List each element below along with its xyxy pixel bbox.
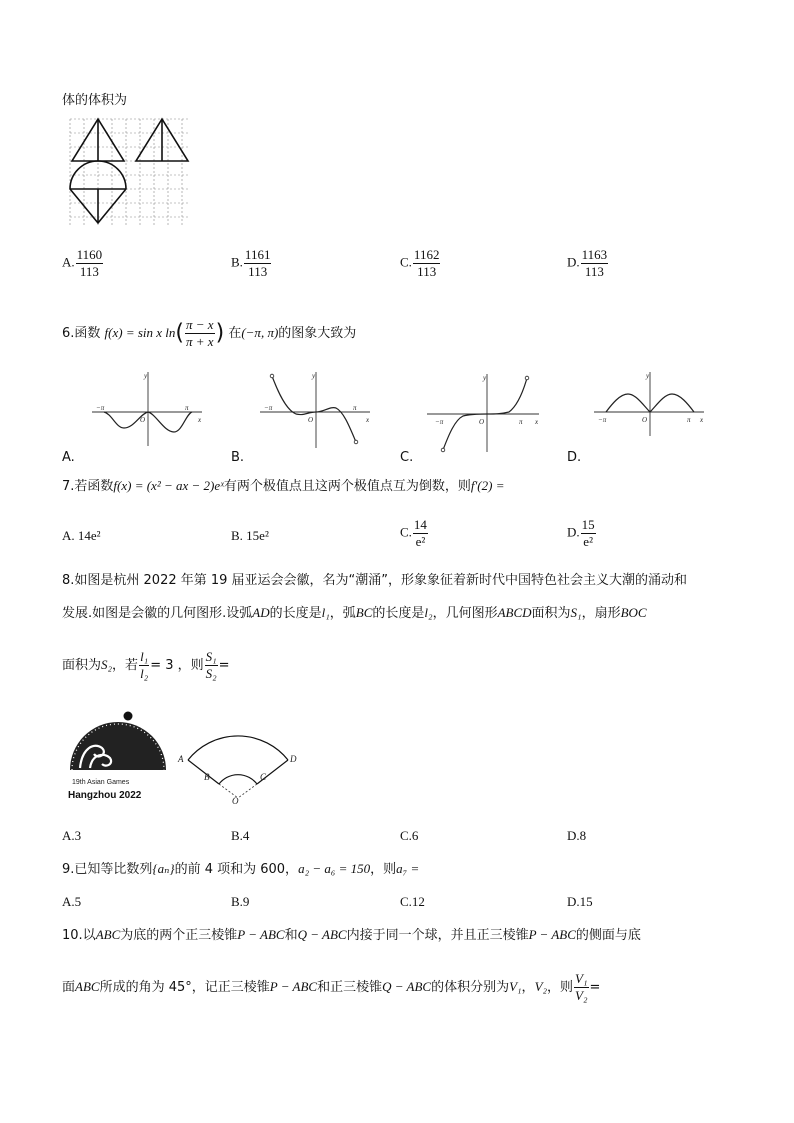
q10-line-2: 面ABC所成的角为 45°，记正三棱锥P − ABC和正三棱锥Q − ABC的体积分别为V₁，V₂，则 $\frac{\text{V₁}}{\text{V₂}}$ =	[62, 971, 601, 1003]
q8-line-1: 8.如图是杭州 2022 年第 19 届亚运会会徽，名为“潮涌”，形象象征着新时代中国特色社会主义大潮的涌动和	[62, 573, 688, 588]
sector-abcd-figure	[176, 718, 302, 804]
axis-label-o: O	[642, 416, 648, 424]
tick-pi: π	[519, 418, 523, 426]
tick-neg-pi: −π	[264, 404, 273, 412]
q8-option-c: C.6	[400, 828, 419, 843]
tick-neg-pi: −π	[598, 416, 607, 424]
q9-option-a: A.5	[62, 894, 82, 909]
axis-label-x: x	[366, 416, 370, 424]
q6-graph-d	[592, 370, 707, 440]
axis-label-x: x	[198, 416, 202, 424]
tick-pi: π	[687, 416, 691, 424]
q6-graph-c	[425, 372, 543, 456]
axis-label-y: y	[144, 372, 148, 380]
q8-line-3: 面积为S₂，若 $\frac{\text{l₁}}{\text{l₂}}$ = 3 ，则 $\frac{\text{S₁}}{\text{S₂}}$ =	[62, 649, 230, 681]
logo-text-line-2: Hangzhou 2022	[68, 790, 142, 801]
q7-option-a: A. 14e²	[62, 528, 101, 543]
q6-option-a-letter: A.	[62, 450, 75, 465]
axis-label-o: O	[308, 416, 314, 424]
front-view	[72, 119, 124, 161]
top-view	[70, 161, 126, 223]
label-a: A	[178, 754, 184, 764]
axis-label-y: y	[483, 374, 487, 382]
tick-pi: π	[185, 404, 189, 412]
label-c: C	[260, 772, 267, 782]
q7-option-c: C. $\frac{14}{\text{e²}}$	[400, 517, 427, 549]
q5-option-d: D. $\frac{1163}{113}$	[567, 247, 608, 279]
tick-neg-pi: −π	[96, 404, 105, 412]
q6-option-c-letter: C.	[400, 450, 414, 465]
logo-text-line-1: 19th Asian Games	[72, 779, 130, 786]
q6-graph-a	[90, 370, 205, 450]
asian-games-logo	[64, 708, 168, 804]
label-o: O	[232, 796, 239, 806]
axis-label-x: x	[700, 416, 704, 424]
axis-label-y: y	[646, 372, 650, 380]
axis-label-y: y	[312, 372, 316, 380]
q5-option-c: C. $\frac{1162}{113}$	[400, 247, 440, 279]
q6-option-b-letter: B.	[231, 450, 245, 465]
q8-option-d: D.8	[567, 828, 587, 843]
tick-neg-pi: −π	[435, 418, 444, 426]
tick-pi: π	[353, 404, 357, 412]
q8-option-a: A.3	[62, 828, 82, 843]
q7-option-b: B. 15e²	[231, 528, 269, 543]
q7-option-d: D. $\frac{15}{\text{e²}}$	[567, 517, 595, 549]
q9-option-c: C.12	[400, 894, 425, 909]
label-b: B	[204, 772, 210, 782]
axis-label-x: x	[535, 418, 539, 426]
q6-graph-b	[258, 370, 373, 452]
side-view	[136, 119, 188, 161]
label-d: D	[290, 754, 297, 764]
q6-stem: 6.函数 f(x) = sin x ln( $\frac{\pi - x}{\pi + x}$ ) 在(−π, π)的图象大致为	[62, 317, 357, 349]
q8-option-b: B.4	[231, 828, 250, 843]
q5-tail-text: 体的体积为	[62, 93, 128, 108]
three-view-figure	[66, 115, 192, 228]
q9-option-b: B.9	[231, 894, 250, 909]
q9-stem: 9.已知等比数列{aₙ}的前 4 项和为 600，a₂ − a₆ = 150，则a₇ =	[62, 861, 420, 877]
q7-stem: 7.若函数f(x) = (x² − ax − 2)eˣ有两个极值点且这两个极值点互为倒数，则f′(2) =	[62, 478, 505, 494]
axis-label-o: O	[479, 418, 485, 426]
q10-line-1: 10.以ABC为底的两个正三棱锥P − ABC和Q − ABC内接于同一个球，并且正三棱锥P − ABC的侧面与底	[62, 927, 641, 943]
q8-line-2: 发展.如图是会徽的几何图形.设弧AD的长度是l₁，弧BC的长度是l₂，几何图形ABCD面积为S₁，扇形BOC	[62, 605, 647, 621]
q9-option-d: D.15	[567, 894, 593, 909]
q6-option-d-letter: D.	[567, 450, 582, 465]
q5-option-b: B. $\frac{1161}{113}$	[231, 247, 271, 279]
axis-label-o: O	[140, 416, 146, 424]
q5-option-a: A. $\frac{1160}{113}$	[62, 247, 103, 279]
